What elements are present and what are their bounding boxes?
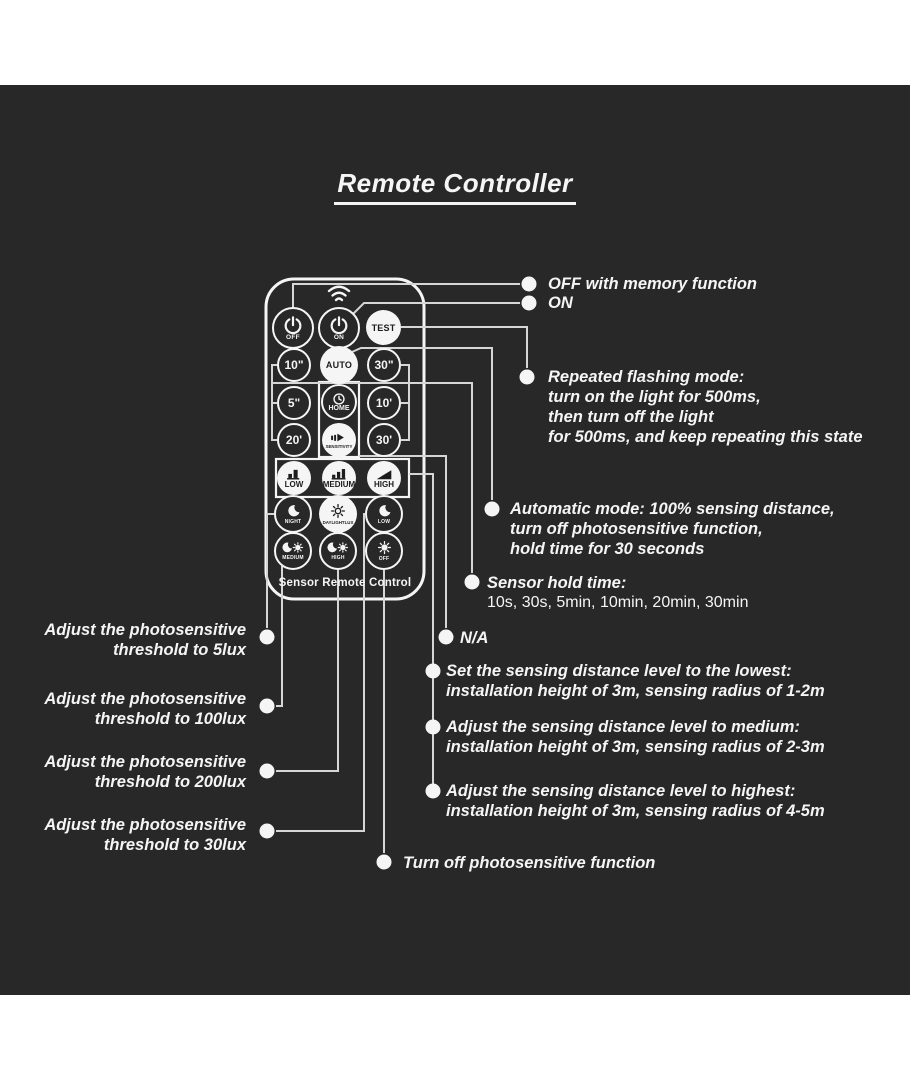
annotation-line: threshold to 30lux	[103, 836, 246, 854]
button-power-off[interactable]	[272, 307, 314, 349]
moon-icon	[286, 503, 301, 518]
button-label: MEDIUM	[322, 480, 356, 489]
annotation-line: threshold to 5lux	[113, 641, 246, 659]
annotation-line: ON	[548, 294, 573, 312]
annotation-line: installation height of 3m, sensing radius of 4-5m	[446, 802, 825, 820]
annotation-distance-medium	[446, 717, 825, 757]
button-label: SENSITIVITY	[325, 443, 353, 449]
button-label: NIGHT	[284, 519, 302, 525]
moon-sun-icon	[327, 541, 349, 554]
button-30s[interactable]	[367, 348, 401, 382]
annotation-na	[460, 628, 488, 648]
wifi-signal-icon	[321, 282, 357, 304]
button-label: HIGH	[331, 555, 345, 561]
annotation-lux30	[44, 815, 246, 855]
signal-bars-medium-icon	[330, 467, 348, 480]
button-label: TEST	[371, 322, 396, 333]
button-lux-medium[interactable]	[274, 532, 312, 570]
annotation-sensor-hold-time	[487, 573, 748, 613]
annotation-line: then turn off the light	[548, 408, 714, 426]
button-label: 20'	[285, 433, 303, 447]
button-10m[interactable]	[367, 386, 401, 420]
button-lux-high[interactable]	[319, 532, 357, 570]
annotation-line: Automatic mode: 100% sensing distance,	[510, 500, 835, 518]
annotation-line: Adjust the photosensitive	[44, 621, 246, 639]
annotation-line: Adjust the photosensitive	[44, 753, 246, 771]
annotation-line: turn on the light for 500ms,	[548, 388, 761, 406]
annotation-photosensitive-off	[403, 853, 655, 873]
button-distance-high[interactable]	[367, 461, 401, 495]
annotation-line: Set the sensing distance level to the lowest:	[446, 662, 792, 680]
annotation-line: OFF with memory function	[548, 275, 757, 293]
button-lux-off[interactable]	[365, 532, 403, 570]
annotation-automatic-mode	[510, 499, 835, 559]
button-20m[interactable]	[277, 423, 311, 457]
clock-icon	[332, 392, 346, 406]
button-5s[interactable]	[277, 386, 311, 420]
button-label: 5"	[287, 396, 301, 410]
button-label: HIGH	[374, 480, 394, 489]
annotation-line: 10s, 30s, 5min, 10min, 20min, 30min	[487, 594, 749, 611]
moon-sun-icon	[282, 541, 304, 554]
signal-bars-low-icon	[285, 467, 303, 480]
annotation-line: threshold to 100lux	[94, 710, 246, 728]
annotation-on	[548, 293, 573, 313]
button-label: MEDIUM	[282, 555, 304, 561]
annotation-line: for 500ms, and keep repeating this state	[548, 428, 863, 446]
annotation-lux5	[44, 620, 246, 660]
annotation-line: hold time for 30 seconds	[510, 540, 705, 558]
sun-icon	[377, 540, 392, 555]
button-label: ON	[333, 334, 345, 341]
ramp-high-icon	[375, 467, 393, 480]
button-lux-low[interactable]	[365, 495, 403, 533]
annotation-line: Adjust the sensing distance level to highest:	[446, 782, 796, 800]
annotation-line: Adjust the photosensitive	[44, 816, 246, 834]
annotation-line: installation height of 3m, sensing radius of 1-2m	[446, 682, 825, 700]
annotation-line: Turn off photosensitive function	[403, 854, 656, 872]
moon-icon	[377, 503, 392, 518]
annotation-off-memory	[548, 274, 757, 294]
annotation-line: installation height of 3m, sensing radius of 2-3m	[446, 738, 825, 756]
button-label: DAYLIGHTLUX	[322, 520, 354, 525]
fast-forward-arrow-icon	[330, 432, 348, 443]
sun-icon	[330, 503, 346, 519]
button-label: OFF	[378, 556, 390, 562]
button-auto[interactable]	[320, 346, 358, 384]
button-label: 30'	[375, 433, 393, 447]
button-label: AUTO	[325, 360, 353, 370]
button-label: 10"	[284, 358, 304, 372]
annotation-line: turn off photosensitive function,	[510, 520, 763, 538]
button-10s[interactable]	[277, 348, 311, 382]
button-distance-medium[interactable]	[322, 461, 356, 495]
button-label: 30"	[374, 358, 394, 372]
button-lux-daylight[interactable]	[319, 495, 357, 533]
annotation-line: Adjust the photosensitive	[44, 690, 246, 708]
button-test[interactable]	[366, 310, 401, 345]
annotation-distance-highest	[446, 781, 825, 821]
annotation-line: Adjust the sensing distance level to medium:	[446, 718, 800, 736]
button-label: OFF	[286, 334, 300, 341]
annotation-lux200	[44, 752, 246, 792]
page-title: Remote Controller	[0, 168, 910, 199]
remote-footer-label: Sensor Remote Control	[278, 577, 412, 589]
annotation-line: threshold to 200lux	[94, 773, 246, 791]
annotation-lux100	[44, 689, 246, 729]
button-distance-low[interactable]	[277, 461, 311, 495]
annotation-line: Sensor hold time:	[487, 574, 627, 592]
annotation-line: Repeated flashing mode:	[548, 368, 745, 386]
annotation-distance-lowest	[446, 661, 825, 701]
button-label: 10'	[375, 396, 393, 410]
button-lux-night[interactable]	[274, 495, 312, 533]
button-label: HOME	[328, 405, 350, 412]
annotation-line: N/A	[460, 629, 489, 647]
button-label: LOW	[377, 519, 391, 525]
button-label: LOW	[284, 480, 304, 489]
button-30m[interactable]	[367, 423, 401, 457]
annotation-repeated-flashing	[548, 367, 863, 447]
button-power-on[interactable]	[318, 307, 360, 349]
button-home[interactable]	[321, 384, 357, 420]
button-sensitivity[interactable]	[322, 423, 356, 457]
